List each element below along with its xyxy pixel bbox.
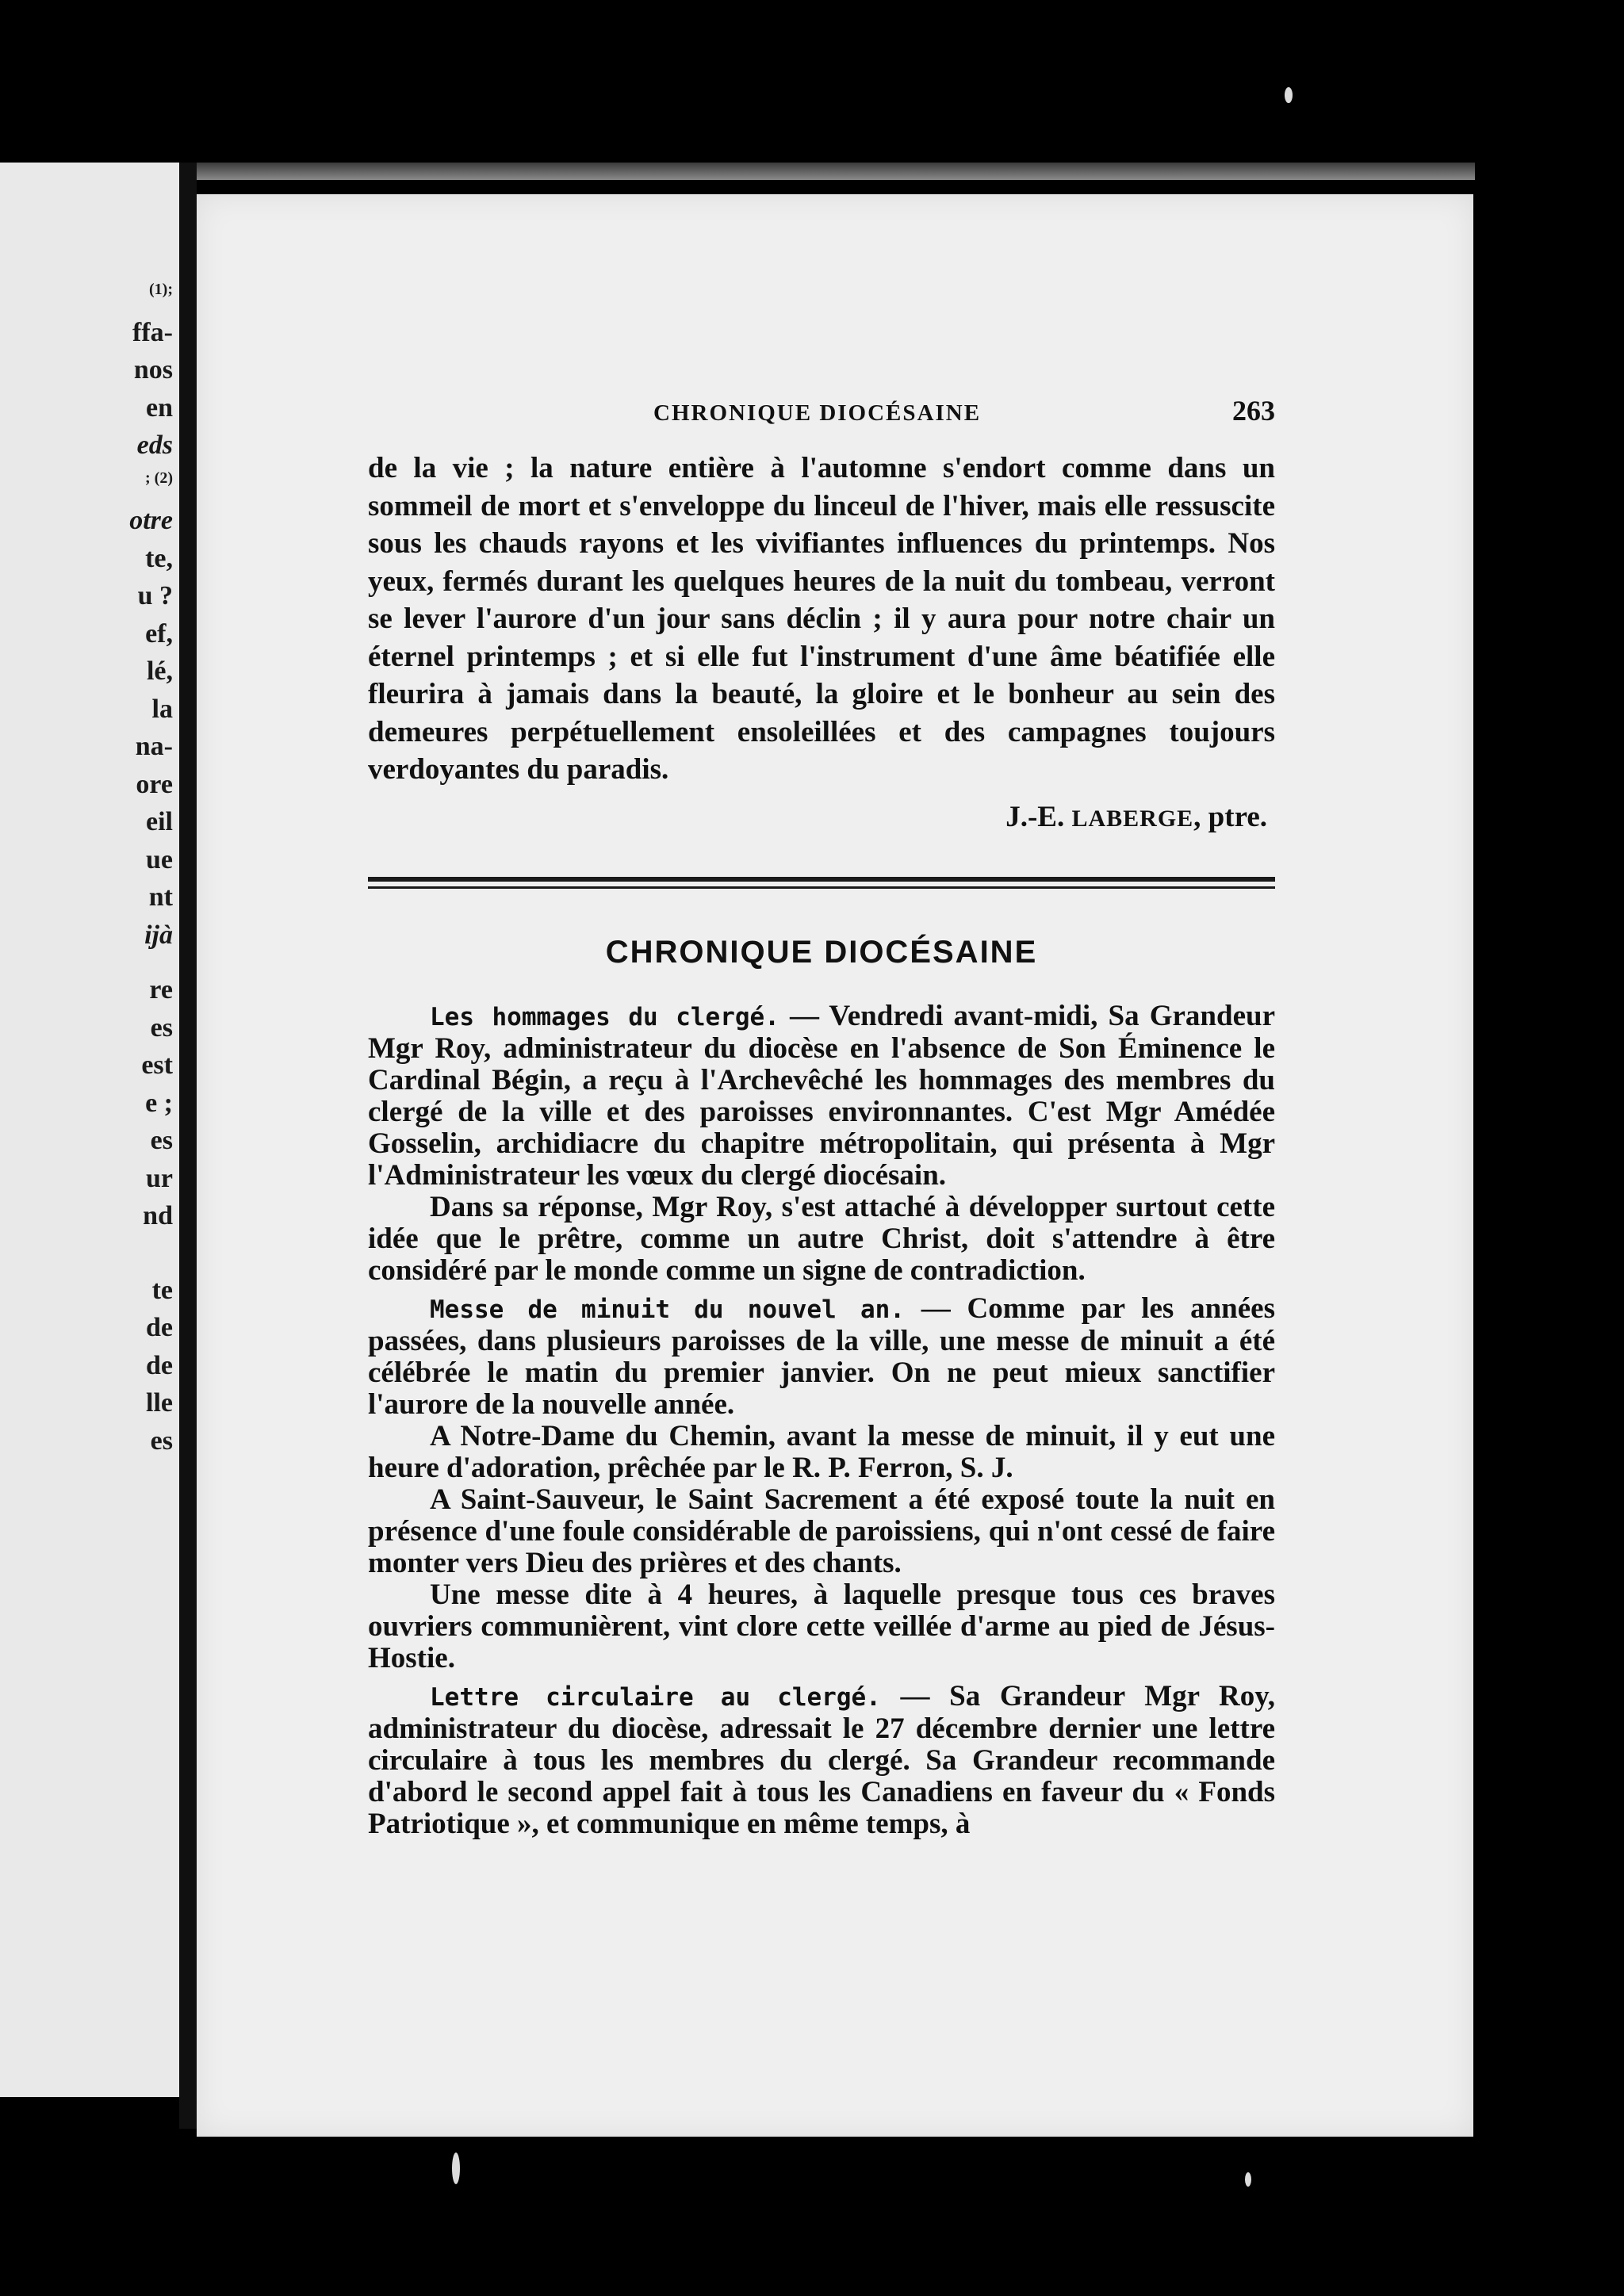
- facing-page-fragment: nt: [148, 882, 173, 912]
- facing-page-fragment: eil: [146, 807, 173, 836]
- facing-page-fragment: en: [146, 392, 173, 423]
- facing-page-fragment: nd: [143, 1201, 173, 1230]
- page-number: 263: [1232, 395, 1275, 427]
- chronicle-paragraph: [368, 1681, 1275, 1840]
- signature-initials: J.-E.: [1005, 800, 1072, 833]
- page-content: [368, 392, 1275, 1840]
- chronicle-paragraph: Une messe dite à 4 heures, à laquelle presque tous ces braves ouvriers communièrent, vint clore cette veillée d'arme au pied de Jésus-Hostie.: [368, 1578, 1275, 1674]
- facing-page-fragment: ore: [136, 769, 173, 799]
- scan-speck: [1245, 2172, 1251, 2187]
- book-page: [197, 194, 1473, 2137]
- paragraph-heading: Les hommages du clergé.: [430, 1002, 779, 1031]
- scan-speck: [1285, 87, 1293, 103]
- facing-page-fragment: e ;: [145, 1088, 173, 1118]
- facing-page-fragment: ffa-: [132, 317, 173, 347]
- chronicle-paragraph: [368, 1001, 1275, 1192]
- paragraph-heading: Lettre circulaire au clergé.: [430, 1682, 881, 1712]
- facing-page-fragment: re: [149, 975, 173, 1004]
- facing-page-fragment: de: [146, 1313, 173, 1342]
- signature-name: LABERGE: [1071, 805, 1194, 832]
- facing-page-fragment: es: [150, 1126, 173, 1155]
- paragraph-text: — Vendredi avant-midi, Sa Grandeur Mgr Roy, administrateur du diocèse en l'absence de Son Éminence le Cardinal Bégin, a reçu à l'Archevêché les hommages des membres du clergé de la ville et des paroisses environnantes. C'est Mgr Amédée Gosselin, archidiacre du chapitre métropolitain, qui présenta à Mgr l'Administrateur les vœux du clergé diocésain.: [368, 999, 1275, 1192]
- page-edge-strip: [0, 163, 1475, 180]
- facing-page-fragment: u ?: [137, 581, 173, 610]
- facing-page-fragment: es: [150, 1012, 173, 1043]
- facing-page-fragment: eds: [136, 430, 173, 460]
- chronicle-paragraph: A Notre-Dame du Chemin, avant la messe de minuit, il y eut une heure d'adoration, prêchée par le R. P. Ferron, S. J.: [368, 1419, 1275, 1484]
- facing-page-fragment: otre: [129, 506, 173, 535]
- chronicle-paragraph: A Saint-Sauveur, le Saint Sacrement a été exposé toute la nuit en présence d'une foule considérable de paroissiens, qui n'ont cessé de faire monter vers Dieu des prières et des chants.: [368, 1483, 1275, 1579]
- paragraph-text: — Sa Grandeur Mgr Roy, administrateur du diocèse, adressait le 27 décembre dernier une lettre circulaire à tous les membres du clergé. Sa Grandeur recommande d'abord le second appel fait à tous les Canadiens en faveur du « Fonds Patriotique », et communique en même temps, à: [368, 1679, 1275, 1840]
- article-closing-paragraph: de la vie ; la nature entière à l'automne s'endort comme dans un sommeil de mort et s'enveloppe du linceul de l'hiver, mais elle ressuscite sous les chauds rayons et les vivifiantes influences du printemps. Nos yeux, fermés durant les quelques heures de la nuit du tombeau, verront se lever l'aurore d'un jour sans déclin ; il y aura pour notre chair un éternel printemps ; et si elle fut l'instrument d'une âme béatifiée elle fleurira à jamais dans la beauté, la gloire et le bonheur au sein des demeures perpétuellement ensoleillées et des campagnes toujours verdoyantes du paradis.: [368, 452, 1275, 786]
- running-title: CHRONIQUE DIOCÉSAINE: [653, 400, 982, 426]
- facing-page-fragment: lle: [146, 1388, 173, 1418]
- chronicle-paragraph: [368, 1293, 1275, 1421]
- facing-page: [0, 163, 179, 2097]
- facing-page-fragment: nos: [133, 355, 173, 385]
- facing-page-fragment: te: [151, 1275, 173, 1305]
- facing-page-fragment: na-: [135, 732, 173, 761]
- scan-speck: [452, 2152, 460, 2184]
- paragraph-heading: Messe de minuit du nouvel an.: [430, 1295, 905, 1324]
- book-gutter: [179, 163, 197, 2129]
- facing-page-fragment: lé,: [146, 656, 173, 686]
- facing-page-fragment: (1);: [149, 281, 173, 298]
- section-divider-thin: [368, 886, 1275, 889]
- author-signature: [368, 798, 1275, 837]
- facing-page-fragment: te,: [145, 543, 173, 573]
- section-divider-thick: [368, 877, 1275, 882]
- facing-page-fragment: es: [150, 1425, 173, 1456]
- facing-page-fragment: ur: [146, 1163, 173, 1193]
- signature-title: , ptre.: [1193, 800, 1267, 833]
- paragraph-text: — Comme par les années passées, dans plusieurs paroisses de la ville, une messe de minuit a été célébrée le matin du premier janvier. On ne peut mieux sanctifier l'aurore de la nouvelle année.: [368, 1292, 1275, 1421]
- section-title: CHRONIQUE DIOCÉSAINE: [605, 934, 1038, 970]
- facing-page-fragment: ef,: [145, 618, 173, 649]
- running-head: [368, 392, 1275, 432]
- facing-page-fragment: la: [151, 694, 173, 724]
- facing-page-fragment: est: [141, 1050, 173, 1080]
- chronicle-paragraph: Dans sa réponse, Mgr Roy, s'est attaché à développer surtout cette idée que le prêtre, comme un autre Christ, doit s'attendre à être considéré par le monde comme un signe de contradiction.: [368, 1190, 1275, 1287]
- facing-page-fragment: ijà: [144, 920, 173, 950]
- facing-page-fragment: ; (2): [145, 469, 173, 487]
- facing-page-fragment: de: [146, 1350, 173, 1380]
- facing-page-fragment: ue: [146, 844, 173, 874]
